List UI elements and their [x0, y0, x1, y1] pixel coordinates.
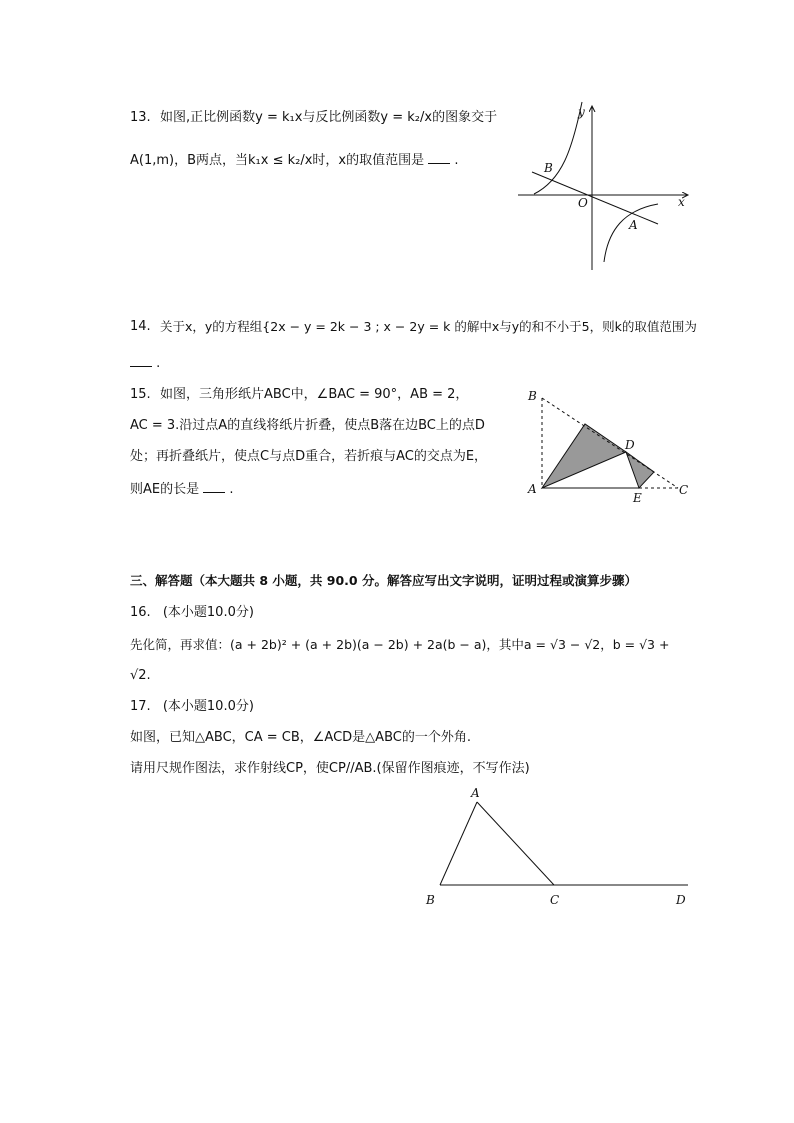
q13-label-y: y [578, 105, 585, 119]
q15-label-e: E [633, 491, 642, 505]
q17-triangle-figure [420, 782, 700, 912]
q13-number: 13. [130, 110, 151, 125]
q13-label-b: B [544, 161, 553, 175]
q17-score: (本小题10.0分) [162, 699, 254, 714]
q13-line2 [130, 151, 459, 170]
q15-shaded-right [626, 452, 654, 488]
q17-header [130, 698, 254, 716]
q13-hyperbola-left [534, 102, 582, 194]
q15-label-d: D [625, 438, 635, 452]
q13-label-x: x [678, 195, 685, 209]
q17-label-d: D [676, 893, 686, 907]
q15-line4 [130, 480, 234, 499]
q15-shaded-left [542, 424, 626, 488]
q17-line1: 如图，已知△ABC，CA = CB，∠ACD是△ABC的一个外角. [130, 730, 471, 745]
q17-label-a: A [471, 786, 480, 800]
q13-function-graph [512, 100, 692, 275]
q15-line1: 如图，三角形纸片ABC中，∠BAC = 90°，AB = 2， [160, 387, 469, 402]
q16-line1: 先化简，再求值：(a + 2b)² + (a + 2b)(a − 2b) + 2a(b − a)，其中a = √3 − √2，b = √3 + [130, 637, 670, 652]
q15-answer-blank [203, 480, 225, 493]
q15-end: . [229, 482, 234, 497]
q13-answer-blank [428, 151, 450, 164]
q13-line2-end: . [454, 153, 459, 168]
q13-label-a: A [629, 218, 638, 232]
q13-line2-text: A(1,m)，B两点，当k₁x ≤ k₂/x时，x的取值范围是 [130, 153, 425, 168]
q13-proportional-line [532, 172, 658, 224]
q17-label-c: C [550, 893, 560, 907]
q17-side-ac [477, 802, 554, 885]
q17-label-b: B [426, 893, 435, 907]
q15-fold-figure [522, 382, 697, 507]
q16-header [130, 604, 254, 622]
q16-score: (本小题10.0分) [162, 605, 254, 620]
q17-number: 17. [130, 699, 151, 714]
q14-end: . [156, 356, 161, 371]
q16-line2: √2. [130, 668, 151, 683]
q15-line2: AC = 3.沿过点A的直线将纸片折叠，使点B落在边BC上的点D [130, 418, 485, 433]
q15-label-b: B [528, 389, 537, 403]
q14-number: 14. [130, 319, 151, 334]
q14-answer-blank [130, 354, 152, 367]
q16-number: 16. [130, 605, 151, 620]
section3-title: 三、解答题（本大题共 8 小题，共 90.0 分。解答应写出文字说明，证明过程或演算步骤） [130, 573, 637, 588]
q17-side-ab [440, 802, 477, 885]
q14-line2 [130, 354, 160, 373]
q15-line4-text: 则AE的长是 [130, 482, 200, 497]
q15-label-c: C [679, 483, 689, 497]
q15-line3: 处；再折叠纸片，使点C与点D重合，若折痕与AC的交点为E， [130, 449, 488, 464]
q14-line1: 关于x，y的方程组{2x − y = 2k − 3 ; x − 2y = k 的解中x与y的和不小于5，则k的取值范围为 [160, 319, 697, 334]
q13-label-o: O [578, 196, 588, 210]
q15-label-a: A [528, 482, 537, 496]
q15-number: 15. [130, 387, 151, 402]
q13-line1: 如图,正比例函数y = k₁x与反比例函数y = k₂/x的图象交于 [160, 110, 498, 125]
q17-line2: 请用尺规作图法，求作射线CP，使CP//AB.(保留作图痕迹，不写作法) [130, 761, 530, 776]
